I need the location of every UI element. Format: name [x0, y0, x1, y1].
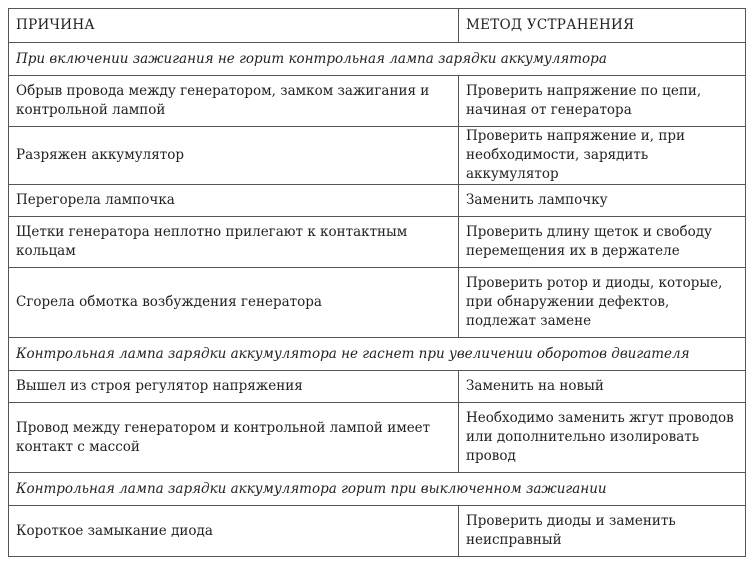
- section-row: [9, 43, 746, 76]
- remedy-cell: Проверить напряжение по цепи, начиная от генератора: [459, 76, 746, 127]
- header-cause: ПРИЧИНА: [9, 9, 459, 43]
- header-remedy: МЕТОД УСТРАНЕНИЯ: [459, 9, 746, 43]
- cause-cell: Разряжен аккумулятор: [9, 127, 459, 185]
- remedy-cell: Заменить на новый: [459, 371, 746, 403]
- header-row: [9, 9, 746, 43]
- remedy-cell: Необходимо заменить жгут проводов или дополнительно изолировать провод: [459, 403, 746, 473]
- cause-cell: Короткое замыкание диода: [9, 506, 459, 557]
- section-row: [9, 338, 746, 371]
- section-title: Контрольная лампа зарядки аккумулятора горит при выключенном зажигании: [9, 473, 746, 506]
- section-row: [9, 473, 746, 506]
- troubleshooting-table: [8, 8, 746, 557]
- table-row: [9, 268, 746, 338]
- remedy-cell: Проверить ротор и диоды, которые, при обнаружении дефектов, подлежат замене: [459, 268, 746, 338]
- table-row: [9, 76, 746, 127]
- remedy-cell: Проверить длину щеток и свободу перемещения их в держателе: [459, 217, 746, 268]
- cause-cell: Перегорела лампочка: [9, 185, 459, 217]
- section-title: Контрольная лампа зарядки аккумулятора не гаснет при увеличении оборотов двигателя: [9, 338, 746, 371]
- table-row: [9, 185, 746, 217]
- cause-cell: Щетки генератора неплотно прилегают к контактным кольцам: [9, 217, 459, 268]
- remedy-cell: Проверить диоды и заменить неисправный: [459, 506, 746, 557]
- section-title: При включении зажигания не горит контрольная лампа зарядки аккумулятора: [9, 43, 746, 76]
- remedy-cell: Проверить напряжение и, при необходимости, зарядить аккумулятор: [459, 127, 746, 185]
- table-row: [9, 217, 746, 268]
- cause-cell: Сгорела обмотка возбуждения генератора: [9, 268, 459, 338]
- cause-cell: Провод между генератором и контрольной лампой имеет контакт с массой: [9, 403, 459, 473]
- table-row: [9, 371, 746, 403]
- remedy-cell: Заменить лампочку: [459, 185, 746, 217]
- table-row: [9, 127, 746, 185]
- table-row: [9, 506, 746, 557]
- cause-cell: Вышел из строя регулятор напряжения: [9, 371, 459, 403]
- cause-cell: Обрыв провода между генератором, замком зажигания и контрольной лампой: [9, 76, 459, 127]
- table-row: [9, 403, 746, 473]
